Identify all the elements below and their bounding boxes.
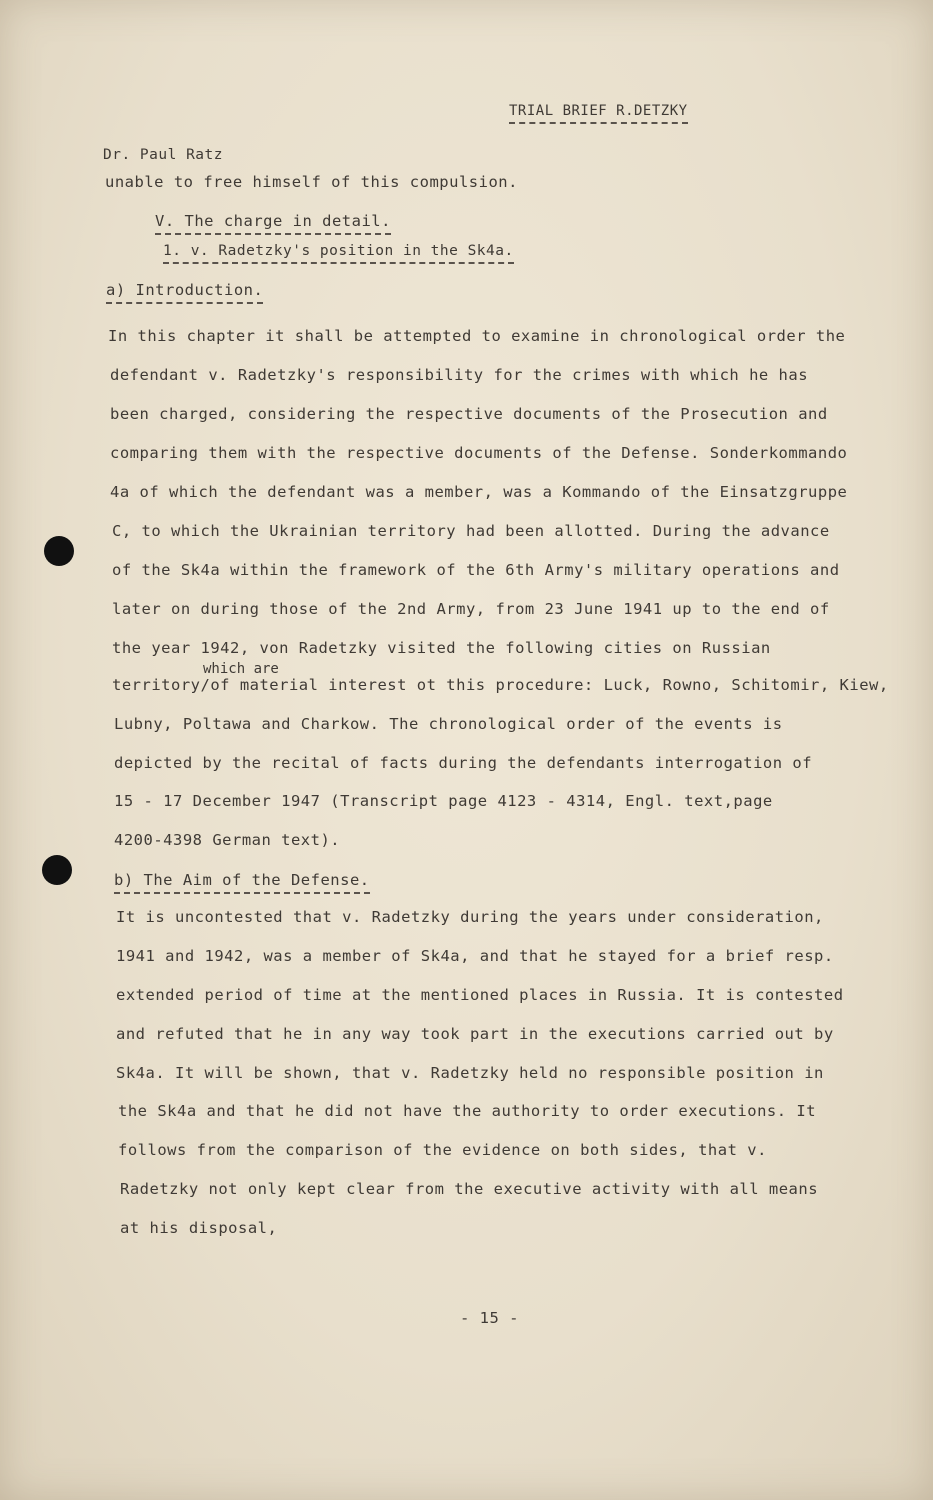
body-line: Lubny, Poltawa and Charkow. The chronological order of the events is [114,715,783,733]
body-line: the year 1942, von Radetzky visited the following cities on Russian [112,639,771,657]
body-line: comparing them with the respective documents of the Defense. Sonderkommando [110,444,848,462]
interlinear-insertion: which are [203,661,279,677]
body-line: and refuted that he in any way took part in the executions carried out by [116,1025,834,1043]
body-line: territory/of material interest ot this procedure: Luck, Rowno, Schitomir, Kiew, [112,676,889,694]
body-line: follows from the comparison of the evidence on both sides, that v. [118,1141,767,1159]
punch-hole-bottom [42,855,72,885]
body-line: later on during those of the 2nd Army, from 23 June 1941 up to the end of [112,600,830,618]
body-line: 15 - 17 December 1947 (Transcript page 4123 - 4314, Engl. text,page [114,792,773,810]
body-line: of the Sk4a within the framework of the 6th Army's military operations and [112,561,840,579]
section-subheading: 1. v. Radetzky's position in the Sk4a. [163,243,514,264]
body-line: been charged, considering the respective documents of the Prosecution and [110,405,828,423]
page-number: - 15 - [460,1309,519,1327]
body-line: Radetzky not only kept clear from the executive activity with all means [120,1180,819,1198]
body-line: C, to which the Ukrainian territory had been allotted. During the advance [112,522,830,540]
body-line: extended period of time at the mentioned places in Russia. It is contested [116,986,844,1004]
header-title: TRIAL BRIEF R.DETZKY [509,103,688,124]
body-line: Sk4a. It will be shown, that v. Radetzky held no responsible position in [116,1064,824,1082]
body-line: defendant v. Radetzky's responsibility for the crimes with which he has [110,366,809,384]
body-line: 1941 and 1942, was a member of Sk4a, and that he stayed for a brief resp. [116,947,834,965]
continuation-line: unable to free himself of this compulsion. [105,173,518,191]
part-b-heading: b) The Aim of the Defense. [114,871,370,894]
part-a-heading: a) Introduction. [106,281,263,304]
body-line: depicted by the recital of facts during the defendants interrogation of [114,754,813,772]
author-line: Dr. Paul Ratz [103,147,223,163]
punch-hole-top [44,536,74,566]
body-line: 4a of which the defendant was a member, was a Kommando of the Einsatzgruppe [110,483,848,501]
body-line: In this chapter it shall be attempted to examine in chronological order the [108,327,846,345]
body-line: the Sk4a and that he did not have the authority to order executions. It [118,1102,817,1120]
section-heading: V. The charge in detail. [155,212,391,235]
body-line: at his disposal, [120,1219,278,1237]
body-line: 4200-4398 German text). [114,831,341,849]
body-line: It is uncontested that v. Radetzky during the years under consideration, [116,908,824,926]
